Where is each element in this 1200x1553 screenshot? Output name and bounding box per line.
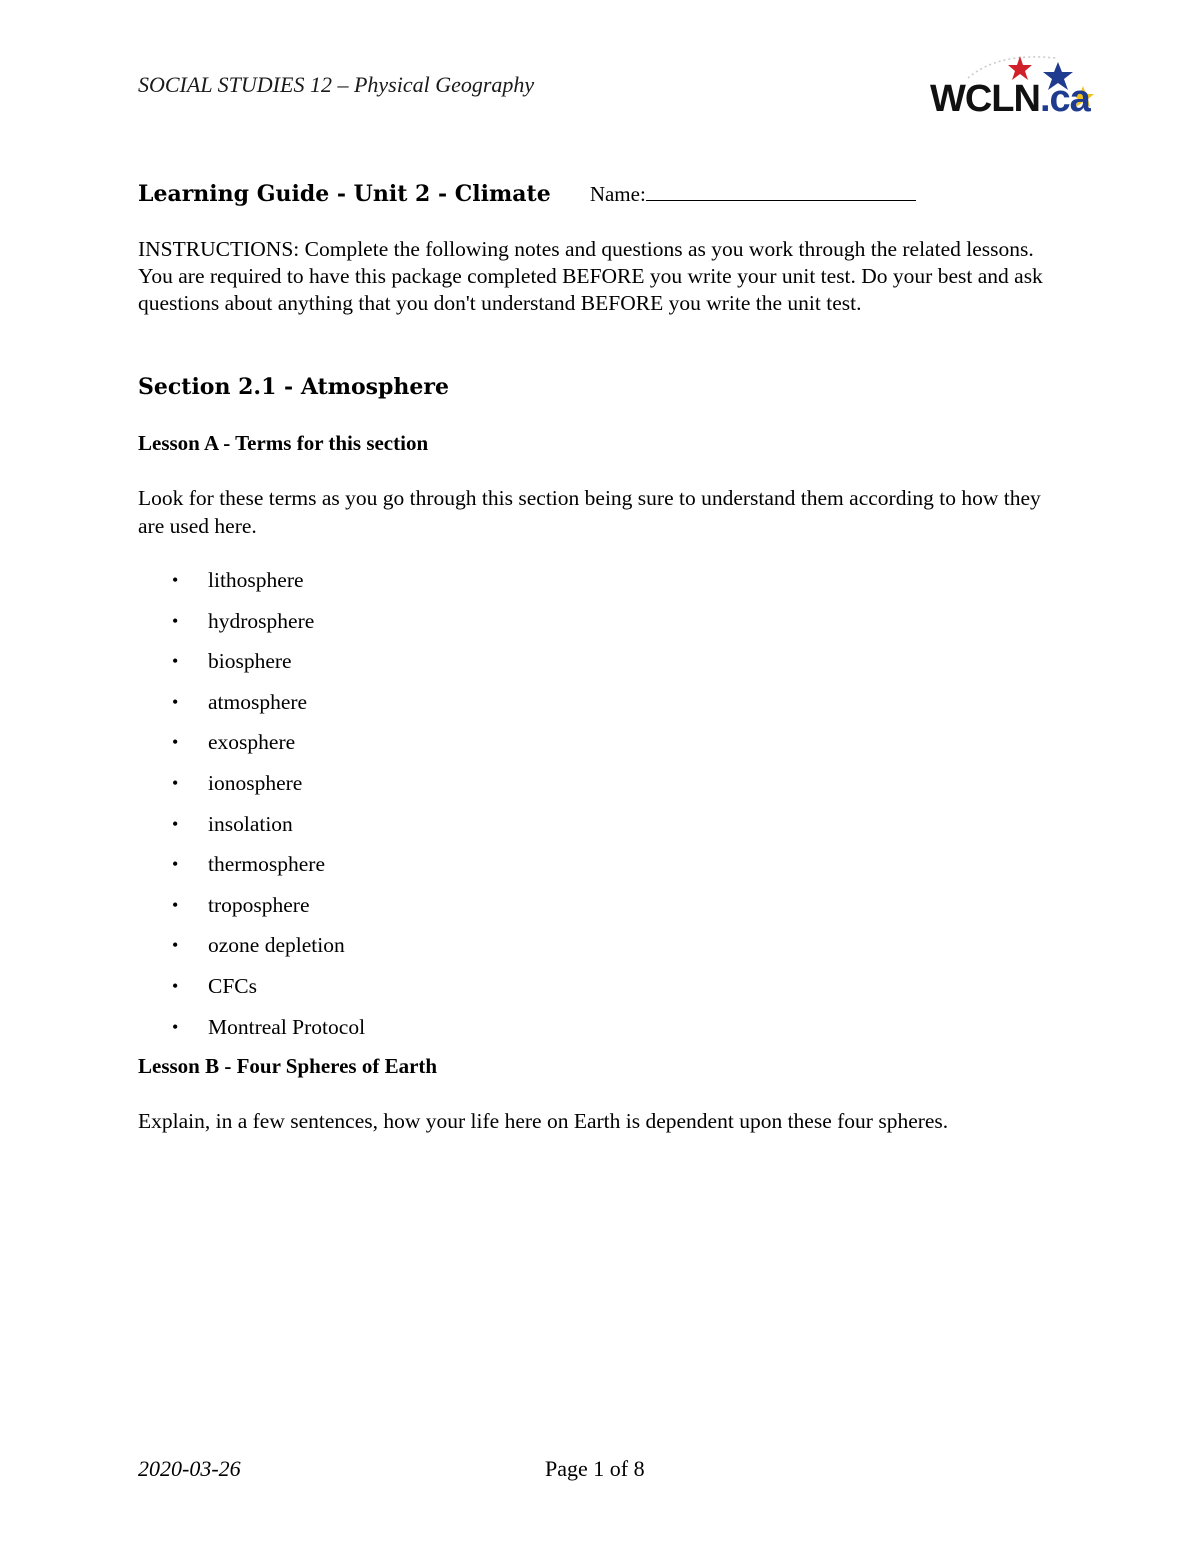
bullet-icon: • [172, 651, 179, 672]
name-field[interactable] [646, 180, 916, 201]
document-title: Learning Guide - Unit 2 - Climate [138, 181, 551, 207]
term-text: ozone depletion [208, 933, 345, 958]
bullet-icon: • [172, 854, 179, 875]
bullet-icon: • [172, 935, 179, 956]
course-header: SOCIAL STUDIES 12 – Physical Geography [138, 72, 535, 97]
bullet-icon: • [172, 772, 179, 793]
bullet-icon: • [172, 610, 179, 631]
term-text: Montreal Protocol [208, 1014, 366, 1039]
bullet-icon: • [172, 894, 179, 915]
bullet-icon: • [172, 570, 179, 590]
lesson-b-title: Lesson B - Four Spheres of Earth [138, 1054, 438, 1078]
term-text: thermosphere [208, 852, 326, 877]
lesson-a-title: Lesson A - Terms for this section [138, 431, 429, 455]
term-text: hydrosphere [208, 608, 315, 633]
term-text: atmosphere [208, 689, 308, 714]
wcln-logo [928, 52, 1100, 124]
term-text: CFCs [208, 973, 258, 998]
section-title: Section 2.1 - Atmosphere [138, 374, 449, 400]
footer-date: 2020-03-26 [138, 1456, 241, 1481]
instructions-paragraph: INSTRUCTIONS: Complete the following notes and questions as you work through the related lessons. You are required to have this package completed BEFORE you write your unit test. Do your best and ask questions about anything that you don't understand BEFORE you write the unit test. [138, 237, 1043, 315]
name-label: Name: [589, 182, 646, 206]
bullet-icon: • [172, 732, 179, 753]
bullet-icon: • [172, 691, 179, 712]
page-number: Page 1 of 8 [545, 1456, 645, 1481]
bullet-icon: • [172, 1016, 179, 1037]
term-text: insolation [208, 811, 293, 836]
title-row [138, 180, 916, 207]
term-text: exosphere [208, 730, 296, 755]
terms-intro-paragraph: Look for these terms as you go through this section being sure to understand them according to how they are used here. [138, 486, 1041, 538]
bullet-icon: • [172, 813, 179, 834]
logo-wordmark: WCLN.ca [930, 78, 1090, 120]
term-text: troposphere [208, 892, 310, 917]
red-star-icon [1008, 56, 1032, 80]
term-text: lithosphere [208, 568, 304, 592]
explain-question: Explain, in a few sentences, how your life here on Earth is dependent upon these four spheres. [138, 1109, 949, 1133]
term-text: biosphere [208, 649, 292, 674]
term-text: ionosphere [208, 770, 303, 795]
bullet-icon: • [172, 975, 179, 996]
